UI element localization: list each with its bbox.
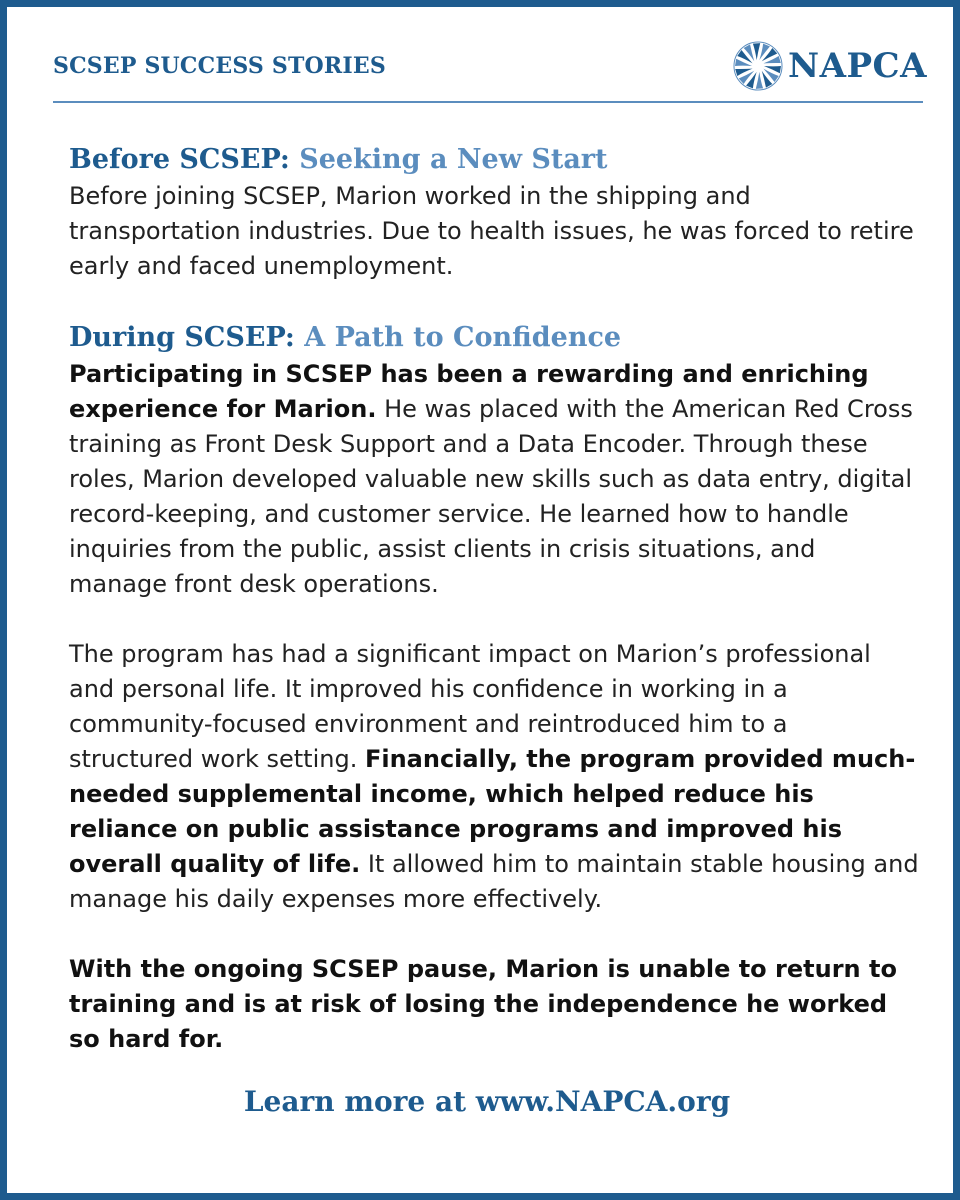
during-paragraph-3	[69, 952, 919, 1057]
spacer	[69, 602, 919, 637]
section-heading-before	[69, 141, 919, 179]
header-divider	[53, 101, 923, 103]
header-title: SCSEP SUCCESS STORIES	[53, 53, 386, 79]
heading-sub: A Path to Confidence	[304, 322, 622, 353]
during-paragraph-1	[69, 357, 919, 602]
napca-logo[interactable]	[733, 41, 927, 91]
footer-link[interactable]: Learn more at www.NAPCA.org	[243, 1085, 731, 1118]
logo-text: NAPCA	[788, 46, 927, 86]
before-paragraph: Before joining SCSEP, Marion worked in the shipping and transportation industries. Due to health issues, he was forced to retire early and faced unemployment.	[69, 182, 914, 280]
heading-lead: Before SCSEP:	[69, 144, 290, 175]
bold-highlight: Financially, the program provided much-needed supplemental income, which helped reduce his reliance on public assistance programs and improved his overall quality of life.	[69, 745, 916, 878]
spacer	[69, 284, 919, 319]
during-paragraph-2	[69, 637, 919, 917]
napca-sunburst-icon	[733, 41, 783, 91]
story-content	[69, 141, 919, 1057]
bold-lead: Participating in SCSEP has been a rewarding and enriching experience for Marion.	[69, 360, 869, 423]
paragraph-text: He was placed with the American Red Cross training as Front Desk Support and a Data Encoder. Through these roles, Marion developed valuable new skills such as data entry, digital record-keeping, and customer service. He learned how to handle inquiries from the public, assist clients in crisis situations, and manage front desk operations.	[69, 395, 913, 598]
bold-statement: With the ongoing SCSEP pause, Marion is unable to return to training and is at risk of losing the independence he worked so hard for.	[69, 955, 897, 1053]
spacer	[69, 917, 919, 952]
heading-sub: Seeking a New Start	[299, 144, 608, 175]
section-heading-during	[69, 319, 919, 357]
paragraph-text: It allowed him to maintain stable housing and manage his daily expenses more effectively.	[69, 850, 919, 913]
heading-lead: During SCSEP:	[69, 322, 295, 353]
paragraph-text: The program has had a significant impact on Marion’s professional and personal life. It improved his confidence in working in a community-focused environment and reintroduced him to a structured work setting.	[69, 640, 871, 773]
